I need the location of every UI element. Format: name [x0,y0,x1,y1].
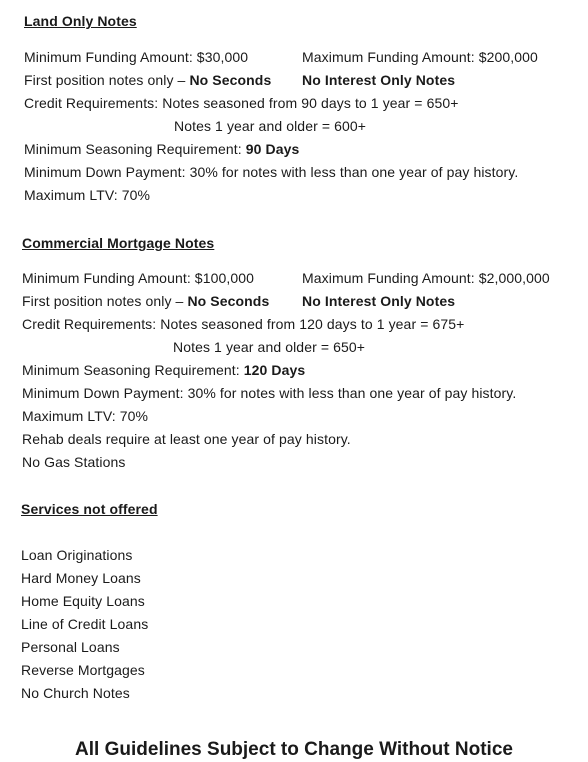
commercial-seasoning-value: 120 Days [243,362,306,378]
commercial-max-funding: Maximum Funding Amount: $2,000,000 [302,270,550,286]
land-no-interest-only: No Interest Only Notes [302,72,456,88]
land-credit-requirements-older: Notes 1 year and older = 600+ [174,118,367,134]
commercial-credit-requirements: Credit Requirements: Notes seasoned from 120 days to 1 year = 675+ [22,316,465,332]
footer-notice: All Guidelines Subject to Change Without Notice [75,739,513,760]
list-item: Loan Originations [21,547,133,563]
land-max-ltv: Maximum LTV: 70% [24,187,151,203]
land-seasoning [24,140,299,158]
commercial-no-seconds: No Seconds [187,293,270,309]
list-item: No Church Notes [21,685,130,701]
list-item: Hard Money Loans [21,570,141,586]
commercial-min-funding: Minimum Funding Amount: $100,000 [22,270,254,286]
land-first-position-label: First position notes only – [24,72,190,88]
land-credit-requirements: Credit Requirements: Notes seasoned from 90 days to 1 year = 650+ [24,95,459,111]
commercial-rehab: Rehab deals require at least one year of pay history. [22,431,351,447]
list-item: Personal Loans [21,639,120,655]
commercial-seasoning [22,361,305,379]
land-heading: Land Only Notes [24,13,137,29]
commercial-heading: Commercial Mortgage Notes [22,235,215,251]
commercial-first-position [22,292,269,310]
list-item: Home Equity Loans [21,593,145,609]
commercial-seasoning-label: Minimum Seasoning Requirement: [22,362,244,378]
commercial-down-payment: Minimum Down Payment: 30% for notes with less than one year of pay history. [22,385,517,401]
land-no-seconds: No Seconds [189,72,272,88]
services-heading: Services not offered [21,501,158,517]
land-down-payment: Minimum Down Payment: 30% for notes with less than one year of pay history. [24,164,519,180]
list-item: Reverse Mortgages [21,662,145,678]
land-seasoning-label: Minimum Seasoning Requirement: [24,141,246,157]
land-first-position [24,71,271,89]
land-min-funding: Minimum Funding Amount: $30,000 [24,49,249,65]
commercial-no-gas-stations: No Gas Stations [22,454,126,470]
commercial-credit-requirements-older: Notes 1 year and older = 650+ [173,339,366,355]
commercial-first-position-label: First position notes only – [22,293,188,309]
commercial-no-interest-only: No Interest Only Notes [302,293,456,309]
land-max-funding: Maximum Funding Amount: $200,000 [302,49,538,65]
list-item: Line of Credit Loans [21,616,149,632]
land-seasoning-value: 90 Days [245,141,300,157]
commercial-max-ltv: Maximum LTV: 70% [22,408,149,424]
